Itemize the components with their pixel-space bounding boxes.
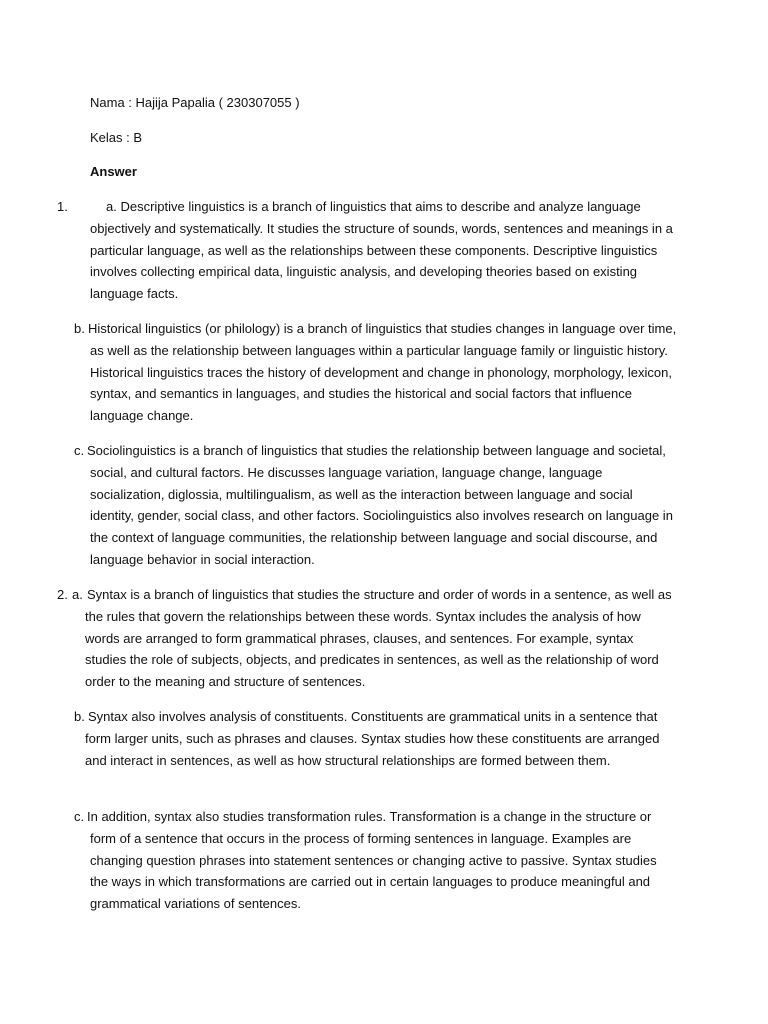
question-2-part-a-text: Syntax is a branch of linguistics that studies the structure and order of words in a sentence, as well as the rules that govern the relationships between these words. Syntax includes the analysis of how words are arranged to form grammatical phrases, clauses, and sentences. For example, syntax studies the role of subjects, objects, and predicates in sentences, as well as the relationship of word order to the meaning and structure of sentences. (85, 587, 672, 690)
question-2-part-b-letter: b. (74, 709, 85, 724)
answer-heading: Answer (90, 164, 137, 179)
question-2-part-c-text: In addition, syntax also studies transformation rules. Transformation is a change in the structure or form of a sentence that occurs in the process of forming sentences in language. Examples are changing question phrases into statement sentences or changing active to passive. Syntax studies the ways in which transformations are carried out in certain languages to produce meaningful and grammatical variations of sentences. (87, 809, 657, 912)
class-line: Kelas : B (90, 130, 143, 145)
question-2-part-a-letter: a. (72, 587, 83, 602)
question-1-part-a-text: a. Descriptive linguistics is a branch of linguistics that aims to describe and analyze language objectively and systematically. It studies the structure of sounds, words, sentences and meanings in a particular language, as well as the relationships between these components. Descriptive linguistics involves collecting empirical data, linguistic analysis, and developing theories based on existing language facts. (90, 199, 673, 302)
question-2-part-c (74, 806, 674, 915)
question-2-part-b (74, 706, 674, 771)
question-2-number: 2. (57, 587, 68, 602)
question-1-part-b-letter: b. (74, 321, 85, 336)
question-1-part-b-text: Historical linguistics (or philology) is a branch of linguistics that studies changes in language over time, as well as the relationship between languages within a particular language family or linguistic history. Historical linguistics traces the history of development and change in phonology, morphology, lexicon, syntax, and semantics in languages, and studies the historical and social factors that influence language change. (88, 321, 677, 424)
question-1-part-c (74, 440, 674, 571)
question-2-part-c-letter: c. (74, 809, 85, 824)
question-2-part-b-text: Syntax also involves analysis of constituents. Constituents are grammatical units in a sentence that form larger units, such as phrases and clauses. Syntax studies how these constituents are arranged and interact in sentences, as well as how structural relationships are formed between them. (85, 709, 660, 768)
student-name-line: Nama : Hajija Papalia ( 230307055 ) (90, 95, 300, 110)
question-1-part-c-text: Sociolinguistics is a branch of linguistics that studies the relationship between language and societal, social, and cultural factors. He discusses language variation, language change, language socialization, diglossia, multilingualism, as well as the interaction between language and social identity, gender, social class, and other factors. Sociolinguistics also involves research on language in the context of language communities, the relationship between language and social discourse, and language behavior in social interaction. (87, 443, 673, 567)
question-1-part-c-letter: c. (74, 443, 85, 458)
question-1-part-a (57, 196, 677, 305)
question-1-number: 1. (57, 199, 68, 214)
question-2-part-a (57, 584, 677, 693)
question-1-part-b (74, 318, 682, 427)
